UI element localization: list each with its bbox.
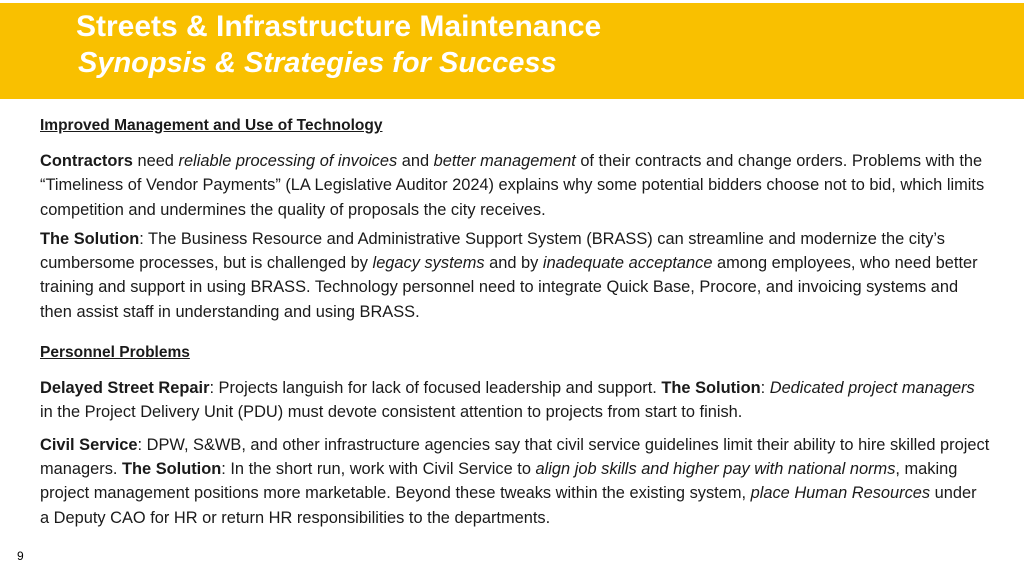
emphasis-invoices: reliable processing of invoices <box>178 152 398 170</box>
text-run: and <box>397 152 434 170</box>
technology-solution-paragraph <box>40 227 990 324</box>
text-run: among employees, who need better training and support in using BRASS. Technology personnel need to integrate Quick Base, Procore, and invoicing systems and then assist staff in understanding and using BRASS. <box>40 254 978 321</box>
text-run: : Projects languish for lack of focused leadership and support. <box>209 379 662 398</box>
civil-service-paragraph <box>40 433 990 530</box>
section-heading-personnel: Personnel Problems <box>40 344 190 362</box>
text-run: of their contracts and change orders. Problems with the “Timeliness of Vendor Payments” (LA Legislative Auditor 2024) explains why some potential bidders choose not to bid, which limits competition and undermines the quality of proposals the city receives. <box>40 152 985 219</box>
text-run: : DPW, S&WB, and other infrastructure agencies say that civil service guidelines limit their ability to hire skilled project managers. <box>40 435 990 478</box>
emphasis-align-job-skills: align job skills and higher pay with national norms <box>535 459 896 478</box>
slide-content <box>40 116 990 530</box>
solution-label: The Solution <box>122 459 222 478</box>
slide-header <box>0 3 1024 99</box>
emphasis-legacy-systems: legacy systems <box>372 254 485 273</box>
page-number: 9 <box>17 549 24 563</box>
text-run: need <box>132 152 179 170</box>
text-run: : In the short run, work with Civil Service to <box>221 459 536 478</box>
civil-service-label: Civil Service <box>40 435 138 454</box>
solution-label: The Solution <box>40 229 140 248</box>
text-run: in the Project Delivery Unit (PDU) must devote consistent attention to projects from start to finish. <box>40 403 743 422</box>
solution-label: The Solution <box>661 379 761 398</box>
slide-subtitle: Synopsis & Strategies for Success <box>78 47 557 79</box>
text-run: , making project management positions more marketable. Beyond these tweaks within the existing system, <box>40 459 958 503</box>
emphasis-inadequate-acceptance: inadequate acceptance <box>542 254 713 273</box>
delayed-repair-label: Delayed Street Repair <box>40 379 210 398</box>
text-run: : The Business Resource and Administrative Support System (BRASS) can streamline and modernize the city’s cumbersome processes, but is challenged by <box>40 229 945 273</box>
text-run: : <box>760 379 770 398</box>
slide-title: Streets & Infrastructure Maintenance <box>76 10 602 43</box>
emphasis-project-managers: Dedicated project managers <box>769 379 975 398</box>
section-heading-technology: Improved Management and Use of Technology <box>40 117 383 134</box>
text-run: under a Deputy CAO for HR or return HR responsibilities to the departments. <box>40 484 977 527</box>
emphasis-management: better management <box>433 152 576 170</box>
contractors-paragraph <box>40 149 990 222</box>
emphasis-human-resources: place Human Resources <box>750 484 931 503</box>
delayed-repair-paragraph <box>40 376 990 425</box>
contractors-label: Contractors <box>40 152 133 170</box>
text-run: and by <box>484 254 543 273</box>
